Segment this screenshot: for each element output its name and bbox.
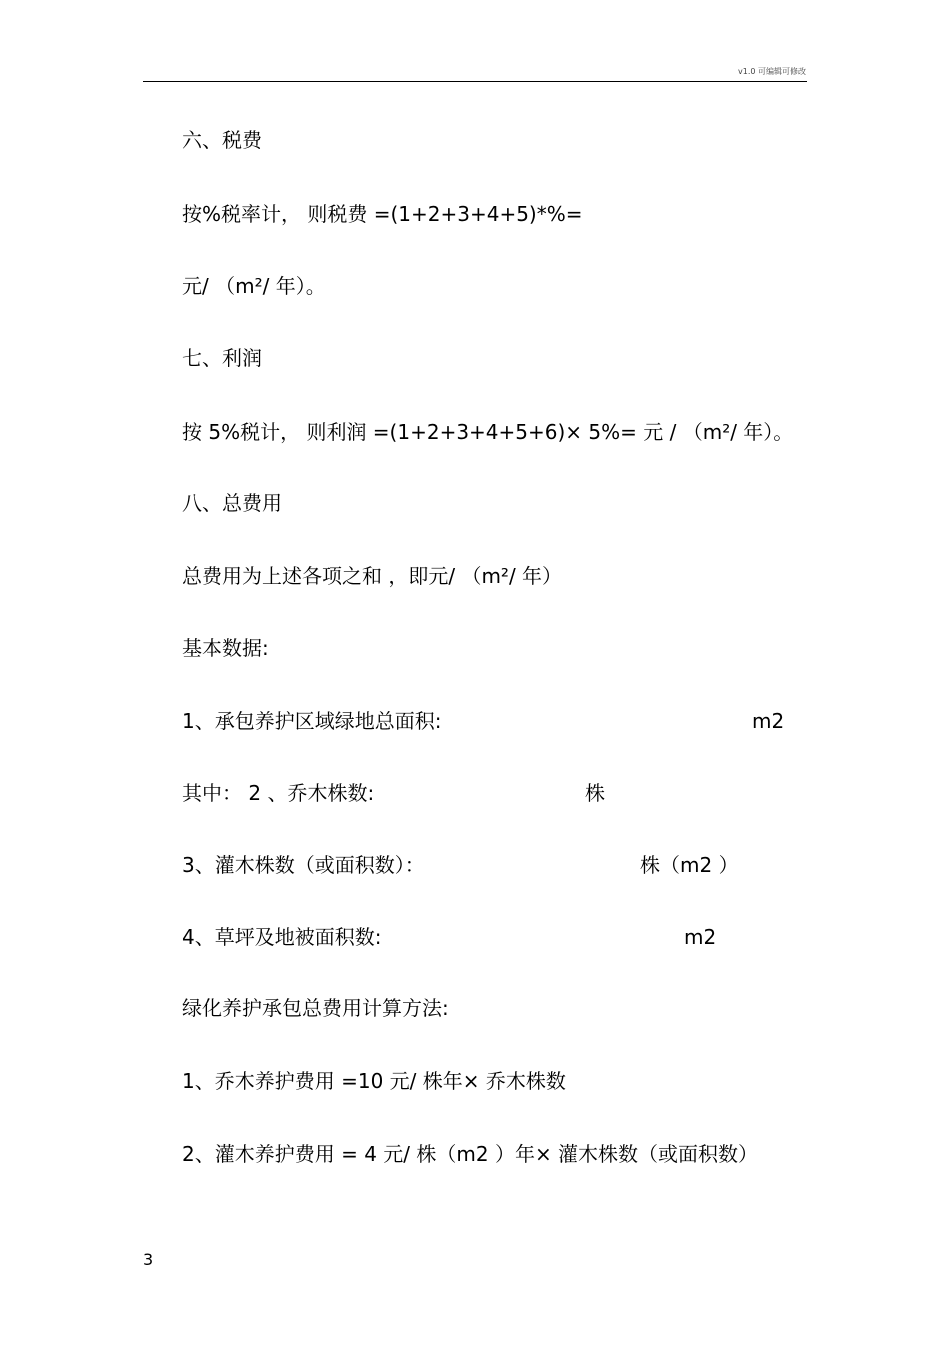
shrub-count-label: 3、灌木株数（或面积数）： — [182, 853, 425, 877]
total-green-area-unit: m2 — [752, 709, 785, 733]
tree-count-unit: 株 — [585, 781, 605, 805]
total-green-area-label: 1、承包养护区域绿地总面积: — [182, 709, 442, 733]
section-heading-profit: 七、利润 — [182, 346, 262, 370]
basic-data-heading: 基本数据: — [182, 636, 269, 660]
tax-formula-line: 按%税率计， 则税费 =(1+2+3+4+5)*%= — [182, 202, 583, 226]
section-heading-tax: 六、税费 — [182, 128, 262, 152]
lawn-area-unit: m2 — [684, 925, 717, 949]
calculation-method-heading: 绿化养护承包总费用计算方法: — [182, 996, 449, 1020]
tax-unit-line: 元/ （m²/ 年）。 — [182, 274, 326, 298]
page-number: 3 — [143, 1250, 154, 1269]
profit-formula-line: 按 5%税计， 则利润 =(1+2+3+4+5+6)× 5%= 元 / （m²/ 年）。 — [182, 420, 794, 444]
shrub-maintenance-cost-line: 2、灌木养护费用 = 4 元/ 株（m2 ）年× 灌木株数（或面积数） — [182, 1142, 759, 1166]
tree-maintenance-cost-line: 1、乔木养护费用 =10 元/ 株年× 乔木株数 — [182, 1069, 566, 1093]
header-divider — [143, 81, 807, 82]
section-heading-total: 八、总费用 — [182, 491, 282, 515]
total-cost-line: 总费用为上述各项之和 ，即元/ （m²/ 年） — [182, 564, 563, 588]
header-version-text: v1.0 可编辑可修改 — [738, 67, 806, 76]
shrub-count-unit: 株（m2 ） — [640, 853, 739, 877]
tree-count-label: 其中： 2 、乔木株数: — [182, 781, 375, 805]
lawn-area-label: 4、草坪及地被面积数: — [182, 925, 382, 949]
